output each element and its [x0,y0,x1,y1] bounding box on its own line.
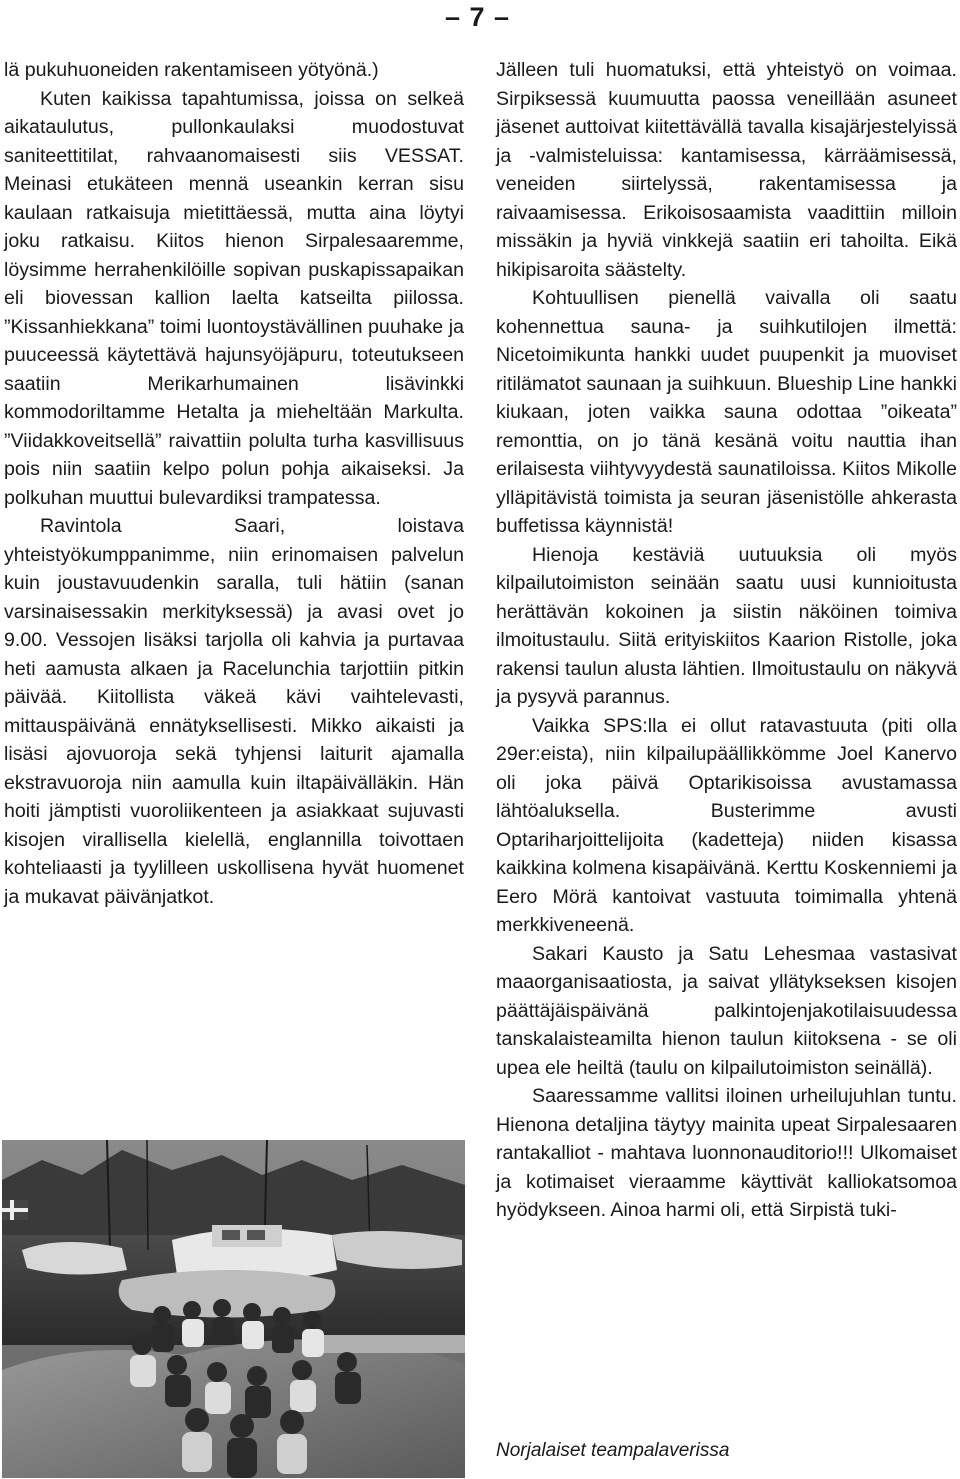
paragraph: Vaikka SPS:lla ei ollut ratavastuuta (piti olla 29er:eista), niin kilpailupäällikkömme Joel Kanervo oli joka päivä Optarikisoissa avustamassa lähtöaluksella. Busterimme avusti Optariharjoittelijoita (kadetteja) niiden kisassa kaikkina kolmena kisapäivänä. Kerttu Koskenniemi ja Eero Mörä kantoivat vastuuta toimimalla yhtenä merkkiveneenä. [496,714,957,936]
paragraph: lä pukuhuoneiden rakentamiseen yötyönä.) [4,59,379,81]
harbor-team-photo [2,1140,465,1478]
left-text-column [4,56,464,911]
paragraph: Kohtuullisen pienellä vaivalla oli saatu kohennettua sauna- ja suihkutilojen ilmettä: Nicetoimikunta hankki uudet puupenkit ja muoviset ritilämatot saunaan ja suihkuun. Blueship Line hankki kiukaan, joten vaikka sauna odottaa ”oikeata” remonttia, on jo tänä kesänä voitu nauttia ihan erilaisesta viihtyvyydestä saunatiloissa. Kiitos Mikolle ylläpitävistä toimista ja seuran jäsenistölle ahkerasta buffetissa käynnistä! [496,287,957,537]
paragraph: Sakari Kausto ja Satu Lehesmaa vastasivat maaorganisaatiosta, ja saivat yllätykseksen kisojen päättäjäispäivänä palkintojenjakotilaisuudessa tanskalaisteamilta hienon taulun kiitoksena - se oli upea ele heiltä (taulu on kilpailutoimiston seinällä). [496,942,957,1079]
paragraph: Jälleen tuli huomatuksi, että yhteistyö on voimaa. Sirpiksessä kuumuutta paossa veneillään asuneet jäsenet auttoivat kiitettävällä tavalla kisajärjestelyissä ja -valmisteluissa: kantamisessa, kärräämisessä, veneiden siirtelyssä, rakentamisessa ja raivaamisessa. Erikoisosaamista vaadittiin milloin missäkin ja hyviä vinkkejä saatiin eri tahoilta. Eikä hikipisaroita säästelty. [496,59,957,281]
paragraph: Ravintola Saari, loistava yhteistyökumppanimme, niin erinomaisen palvelun kuin joustavuudenkin saralla, tuli hätiin (sanan varsinaisessakin merkityksessä) ja avasi ovet jo 9.00. Vessojen lisäksi tarjolla oli kahvia ja purtavaa heti aamusta alkaen ja Racelunchia tarjottiin pitkin päivää. Kiitollista väkeä kävi vaihtelevasti, mittauspäivänä ennätyksellisesti. Mikko aikaisti ja lisäsi ajovuoroja sekä tyhjensi laiturit ajamalla ekstravuoroja niin aamulla kuin iltapäivälläkin. Hän hoiti jämptisti vuoroliikenteen ja asiakkaat sujuvasti kisojen virallisella kielellä, englannilla toivottaen kohteliaasti ja tyylilleen uskollisena hyvät huomenet ja mukavat päivänjatkot. [4,515,464,908]
photo-illustration [2,1140,465,1478]
page-number: – 7 – [444,2,510,32]
right-text-column [496,56,957,1225]
paragraph: Kuten kaikissa tapahtumissa, joissa on selkeä aikataulutus, pullonkaulaksi muodostuvat saniteettitilat, rahvaanomaisesti siis VESSAT. Meinasi etukäteen mennä useankin kerran sisu kaulaan ratkaisuja mietittäessä, mutta aina löytyi joku ratkaisu. Kiitos hienon Sirpalesaaremme, löysimme herrahenkilöille sopivan puskapissapaikan eli biovessan kallion laelta katseilta piilossa. ”Kissanhiekkana” toimi luontoystävällinen puuhake ja puuceessä käytettävä hajunsyöjäpuru, toteutukseen saatiin Merikarhumainen lisävinkki kommodoriltamme Hetalta ja mieheltään Markulta. ”Viidakkoveitsellä” raivattiin polulta turha kasvillisuus pois niin saatiin kelpo polun pohja aikaiseksi. Ja polkuhan muuttui bulevardiksi trampatessa. [4,87,464,509]
paragraph: Hienoja kestäviä uutuuksia oli myös kilpailutoimiston seinään saatu uusi kunnioitusta herättävän kokoinen ja siistin näköinen toimiva ilmoitustaulu. Siitä erityiskiitos Kaarion Ristolle, joka rakensi taulun alusta lähtien. Ilmoitustaulu on näkyvä ja pysyvä parannus. [496,543,957,708]
paragraph: Saaressamme vallitsi iloinen urheilujuhlan tuntu. Hienona detaljina täytyy mainita upeat Sirpalesaaren rantakalliot - mahtava luonnonauditorio!!! Ulkomaiset ja kotimaiset vieraamme käyttivät kalliokatsomoa hyödykseen. Ainoa harmi oli, että Sirpistä tuki- [496,1085,957,1221]
photo-caption: Norjalaiset teampalaverissa [496,1440,730,1461]
